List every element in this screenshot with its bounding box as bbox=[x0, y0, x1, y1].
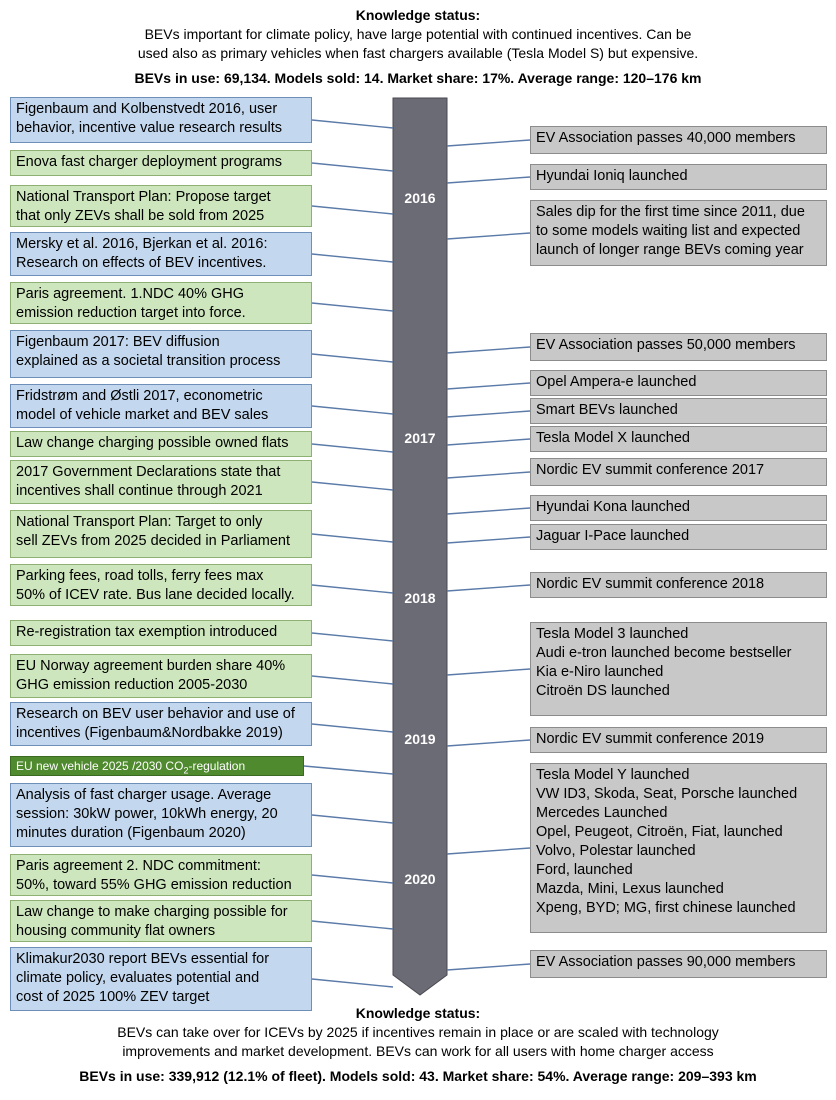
right-event-11: Nordic EV summit conference 2018 bbox=[530, 572, 827, 598]
connector-line bbox=[447, 537, 530, 543]
left-event-4: Mersky et al. 2016, Bjerkan et al. 2016: Research on effects of BEV incentives. bbox=[10, 232, 312, 276]
top-status-line-2: used also as primary vehicles when fast chargers available (Tesla Model S) but expensive. bbox=[137, 45, 699, 61]
left-event-2: Enova fast charger deployment programs bbox=[10, 150, 312, 176]
connector-line bbox=[312, 120, 393, 128]
connector-line bbox=[312, 979, 393, 987]
connector-line bbox=[312, 921, 393, 929]
connector-line bbox=[447, 233, 530, 239]
year-label-2016: 2016 bbox=[404, 190, 436, 206]
left-event-12: Re-registration tax exemption introduced bbox=[10, 620, 312, 646]
right-event-5: Opel Ampera-e launched bbox=[530, 370, 827, 396]
bottom-status-title: Knowledge status: bbox=[355, 1005, 481, 1021]
connector-line bbox=[447, 177, 530, 183]
connector-line bbox=[447, 669, 530, 675]
connector-line bbox=[447, 347, 530, 353]
top-status-line-1: BEVs important for climate policy, have large potential with continued incentives. Can be bbox=[144, 26, 692, 42]
left-event-13: EU Norway agreement burden share 40% GHG emission reduction 2005-2030 bbox=[10, 654, 312, 698]
connector-line bbox=[312, 254, 393, 262]
connector-line bbox=[447, 585, 530, 591]
connector-line bbox=[312, 875, 393, 883]
connector-line bbox=[312, 633, 393, 641]
right-event-15: EV Association passes 90,000 members bbox=[530, 950, 827, 978]
connector-line bbox=[447, 472, 530, 478]
right-event-10: Jaguar I-Pace launched bbox=[530, 524, 827, 550]
connector-line bbox=[312, 534, 393, 542]
connector-line bbox=[312, 206, 393, 214]
right-event-12: Tesla Model 3 launched Audi e-tron launched become bestseller Kia e-Niro launched Citroën DS launched bbox=[530, 622, 827, 716]
left-event-9: 2017 Government Declarations state that incentives shall continue through 2021 bbox=[10, 460, 312, 504]
connector-line bbox=[447, 439, 530, 445]
bottom-status-line-2: improvements and market development. BEVs can work for all users with home charger access bbox=[122, 1043, 714, 1059]
left-event-16: Paris agreement 2. NDC commitment: 50%, toward 55% GHG emission reduction bbox=[10, 854, 312, 896]
right-event-4: EV Association passes 50,000 members bbox=[530, 333, 827, 361]
connector-line bbox=[447, 848, 530, 854]
left-event-18: Klimakur2030 report BEVs essential for climate policy, evaluates potential and cost of 2025 100% ZEV target bbox=[10, 947, 312, 1011]
connector-line bbox=[447, 740, 530, 746]
connector-line bbox=[447, 508, 530, 514]
timeline-arrow bbox=[393, 98, 447, 995]
left-event-3: National Transport Plan: Propose target that only ZEVs shall be sold from 2025 bbox=[10, 185, 312, 227]
connector-line bbox=[312, 354, 393, 362]
year-label-2018: 2018 bbox=[404, 590, 436, 606]
connector-line bbox=[312, 676, 393, 684]
left-event-7: Fridstrøm and Østli 2017, econometric model of vehicle market and BEV sales bbox=[10, 384, 312, 428]
connector-line bbox=[312, 724, 393, 732]
connector-line bbox=[312, 406, 393, 414]
connector-line bbox=[312, 815, 393, 823]
connector-line bbox=[447, 140, 530, 146]
left-event-5: Paris agreement. 1.NDC 40% GHG emission reduction target into force. bbox=[10, 282, 312, 324]
right-event-2: Hyundai Ioniq launched bbox=[530, 164, 827, 190]
left-event-1: Figenbaum and Kolbenstvedt 2016, user behavior, incentive value research results bbox=[10, 97, 312, 143]
right-event-3: Sales dip for the first time since 2011, due to some models waiting list and expected launch of longer range BEVs coming year bbox=[530, 200, 827, 266]
bottom-status-line-1: BEVs can take over for ICEVs by 2025 if incentives remain in place or are scaled with technology bbox=[117, 1024, 719, 1040]
right-event-7: Tesla Model X launched bbox=[530, 426, 827, 452]
left-event-15: Analysis of fast charger usage. Average session: 30kW power, 10kWh energy, 20 minutes duration (Figenbaum 2020) bbox=[10, 783, 312, 847]
bottom-knowledge-status bbox=[0, 1004, 836, 1086]
left-event-14: Research on BEV user behavior and use of incentives (Figenbaum&Nordbakke 2019) bbox=[10, 702, 312, 746]
connector-line bbox=[312, 585, 393, 593]
connector-line bbox=[312, 482, 393, 490]
bottom-status-stats: BEVs in use: 339,912 (12.1% of fleet). Models sold: 43. Market share: 54%. Average range: 209–393 km bbox=[79, 1068, 757, 1084]
top-status-stats: BEVs in use: 69,134. Models sold: 14. Market share: 17%. Average range: 120–176 km bbox=[134, 70, 702, 86]
left-event-17: Law change to make charging possible for housing community flat owners bbox=[10, 900, 312, 942]
connector-line bbox=[447, 383, 530, 389]
right-event-13: Nordic EV summit conference 2019 bbox=[530, 727, 827, 753]
left-event-10: National Transport Plan: Target to only sell ZEVs from 2025 decided in Parliament bbox=[10, 510, 312, 558]
right-event-1: EV Association passes 40,000 members bbox=[530, 126, 827, 154]
right-event-6: Smart BEVs launched bbox=[530, 398, 827, 424]
connector-line bbox=[312, 444, 393, 452]
connector-line bbox=[312, 163, 393, 171]
connector-line bbox=[312, 303, 393, 311]
year-label-2019: 2019 bbox=[404, 731, 436, 747]
right-event-9: Hyundai Kona launched bbox=[530, 495, 827, 521]
left-event-11: Parking fees, road tolls, ferry fees max 50% of ICEV rate. Bus lane decided locally. bbox=[10, 564, 312, 606]
year-label-2020: 2020 bbox=[404, 871, 436, 887]
left-event-eu-regulation: EU new vehicle 2025 /2030 $CO_2$-regulation bbox=[10, 756, 304, 776]
left-event-8: Law change charging possible owned flats bbox=[10, 431, 312, 457]
top-status-title: Knowledge status: bbox=[355, 7, 481, 23]
right-event-14: Tesla Model Y launched VW ID3, Skoda, Seat, Porsche launched Mercedes Launched Opel, Peugeot, Citroën, Fiat, launched Volvo, Polestar launched Ford, launched Mazda, Mini, Lexus launched Xpeng, BYD; MG, first chinese launched bbox=[530, 763, 827, 933]
connector-line bbox=[447, 964, 530, 970]
year-label-2017: 2017 bbox=[404, 430, 436, 446]
connector-line bbox=[304, 766, 393, 774]
left-event-6: Figenbaum 2017: BEV diffusion explained as a societal transition process bbox=[10, 330, 312, 378]
connector-line bbox=[447, 411, 530, 417]
right-event-8: Nordic EV summit conference 2017 bbox=[530, 458, 827, 486]
